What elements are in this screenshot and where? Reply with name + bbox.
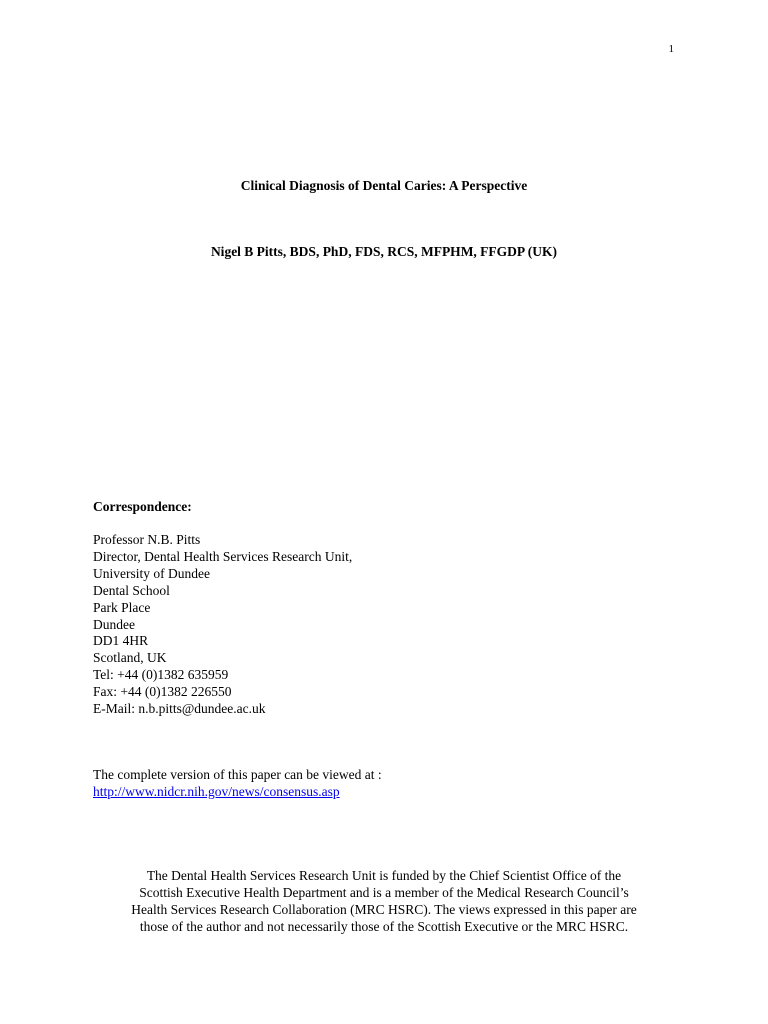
telephone-line: Tel: +44 (0)1382 635959: [93, 667, 229, 683]
address-line: Dental School: [93, 582, 170, 598]
funding-line: those of the author and not necessarily those of the Scottish Executive or the MRC HSRC.: [139, 919, 629, 934]
address-line: Dundee: [93, 616, 135, 632]
complete-version-block: [93, 767, 382, 801]
complete-version-text: The complete version of this paper can be viewed at :: [93, 767, 382, 782]
funding-line: Health Services Research Collaboration (MRC HSRC). The views expressed in this paper are: [131, 902, 637, 917]
fax-line: Fax: +44 (0)1382 226550: [93, 684, 232, 700]
address-line: Park Place: [93, 599, 151, 615]
page-number: 1: [668, 43, 674, 55]
funding-statement: [60, 867, 708, 935]
email-line: E-Mail: n.b.pitts@dundee.ac.uk: [93, 701, 266, 717]
funding-line: Scottish Executive Health Department and is a member of the Medical Research Council’s: [139, 885, 629, 900]
address-line: Scotland, UK: [93, 650, 167, 666]
author-line: Nigel B Pitts, BDS, PhD, FDS, RCS, MFPHM, FFGDP (UK): [210, 244, 558, 259]
correspondence-heading: Correspondence:: [93, 499, 192, 514]
correspondence-address: [93, 532, 352, 718]
address-line: University of Dundee: [93, 565, 210, 581]
paper-title: Clinical Diagnosis of Dental Caries: A Perspective: [240, 178, 528, 193]
consensus-link[interactable]: http://www.nidcr.nih.gov/news/consensus.asp: [93, 783, 340, 799]
funding-line: The Dental Health Services Research Unit is funded by the Chief Scientist Office of the: [146, 868, 622, 883]
address-line: DD1 4HR: [93, 633, 149, 649]
address-line: Professor N.B. Pitts: [93, 532, 201, 547]
address-line: Director, Dental Health Services Research Unit,: [93, 548, 353, 564]
